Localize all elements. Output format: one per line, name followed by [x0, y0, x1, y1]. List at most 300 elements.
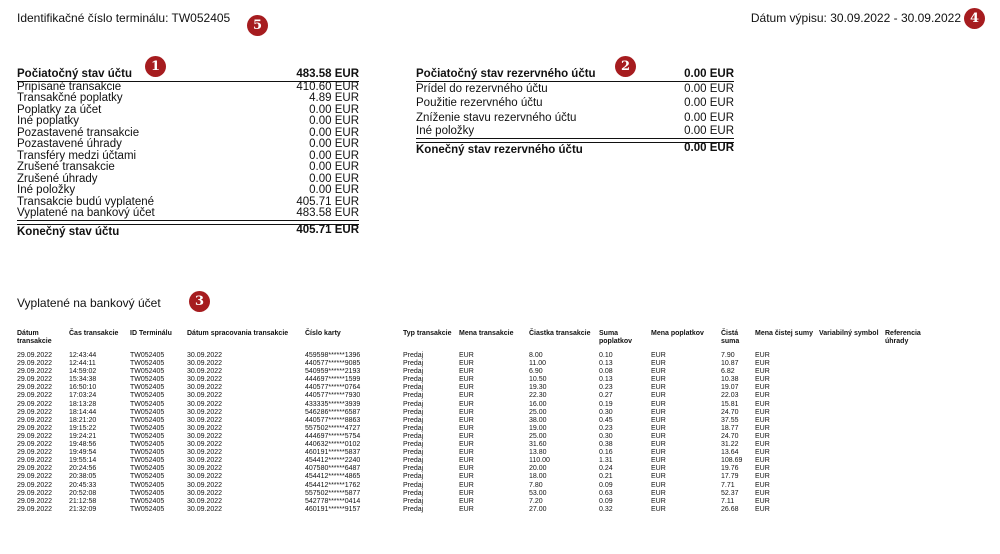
table-cell [819, 498, 885, 506]
table-cell: 454412******4865 [305, 473, 361, 481]
table-cell: EUR [459, 457, 474, 465]
table-cell: EUR [459, 384, 474, 392]
table-cell: EUR [651, 384, 666, 392]
table-cell: Predaj [403, 441, 424, 449]
table-cell [885, 506, 945, 514]
table-cell: EUR [651, 416, 666, 424]
table-cell: Predaj [403, 360, 424, 368]
table-cell: 30.09.2022 [187, 384, 223, 392]
table-cell: EUR [755, 465, 770, 473]
table-cell [819, 433, 885, 441]
row-value: 0.00 EUR [684, 111, 734, 124]
table-cell: 25.00 [529, 432, 547, 440]
table-cell: EUR [755, 352, 770, 359]
account-row [17, 208, 359, 221]
table-cell: 20:38:05 [69, 473, 97, 481]
row-value: 4.89 EUR [309, 92, 359, 104]
table-cell: 30.09.2022 [187, 352, 223, 359]
table-cell: 37.55 [721, 416, 739, 424]
table-cell: 18:13:28 [69, 400, 97, 408]
row-value: 405.71 EUR [296, 195, 359, 208]
table-cell: 454412******2240 [305, 457, 361, 465]
table-cell: Predaj [403, 481, 424, 489]
table-cell: EUR [651, 424, 666, 432]
table-cell: 14:59:02 [69, 368, 97, 376]
table-cell: 29.09.2022 [17, 505, 53, 513]
table-cell: EUR [459, 473, 474, 481]
column-header: Dátum transakcie [17, 330, 52, 345]
table-body [17, 352, 945, 514]
table-cell [819, 376, 885, 384]
table-cell: 0.30 [599, 408, 613, 416]
table-cell: 440577******9085 [305, 360, 361, 368]
table-cell: EUR [459, 400, 474, 408]
table-cell: 30.09.2022 [187, 360, 223, 368]
table-cell [819, 441, 885, 449]
row-label: Pripísané transakcie [17, 80, 122, 93]
table-cell: EUR [459, 376, 474, 384]
table-cell [885, 425, 945, 433]
table-cell: TW052405 [130, 376, 165, 384]
marker-4: 4 [964, 8, 985, 29]
row-value: 0.00 EUR [684, 97, 734, 109]
reserve-opening-label: Počiatočný stav rezervného účtu [416, 68, 596, 80]
table-cell [885, 409, 945, 417]
table-cell [819, 352, 885, 360]
account-final-value: 405.71 EUR [296, 223, 359, 236]
table-cell: Predaj [403, 392, 424, 400]
table-cell [819, 384, 885, 392]
row-label: Iné položky [17, 184, 76, 196]
table-cell: 20:52:08 [69, 489, 97, 497]
table-cell: 29.09.2022 [17, 497, 53, 505]
table-cell: 440577******0764 [305, 384, 361, 392]
table-cell [885, 482, 945, 490]
column-header: Referencia úhrady [885, 330, 921, 345]
table-cell: 0.38 [599, 441, 613, 449]
table-cell: 7.71 [721, 481, 735, 489]
table-cell: 0.09 [599, 497, 613, 505]
table-cell: EUR [755, 481, 770, 489]
table-cell: EUR [651, 400, 666, 408]
row-value: 410.60 EUR [296, 80, 359, 93]
table-cell: Predaj [403, 457, 424, 465]
table-cell: 407580******6487 [305, 465, 361, 473]
table-cell [819, 465, 885, 473]
table-cell: 540959******2193 [305, 368, 361, 376]
table-cell: 557502******5877 [305, 489, 361, 497]
table-cell: 7.11 [721, 497, 735, 505]
table-cell: 26.68 [721, 505, 739, 513]
table-cell [885, 465, 945, 473]
table-row [17, 449, 945, 457]
table-cell [819, 473, 885, 481]
table-cell: TW052405 [130, 465, 165, 473]
table-cell: 20:45:33 [69, 481, 97, 489]
table-cell: 0.21 [599, 473, 613, 481]
table-cell: 29.09.2022 [17, 424, 53, 432]
row-label: Poplatky za účet [17, 103, 102, 116]
table-cell: 24.70 [721, 432, 739, 440]
row-label: Použitie rezervného účtu [416, 97, 543, 109]
table-row [17, 473, 945, 481]
table-cell [885, 433, 945, 441]
table-cell: EUR [459, 416, 474, 424]
table-cell: EUR [459, 360, 474, 368]
reserve-final-value: 0.00 EUR [684, 142, 734, 154]
reserve-final-row [416, 142, 734, 157]
table-cell: EUR [651, 489, 666, 497]
table-cell: 30.09.2022 [187, 368, 223, 376]
table-row [17, 441, 945, 449]
table-row [17, 352, 945, 360]
table-row [17, 384, 945, 392]
table-cell: TW052405 [130, 481, 165, 489]
row-label: Iné poplatky [17, 115, 80, 127]
table-cell [885, 392, 945, 400]
table-cell: 30.09.2022 [187, 424, 223, 432]
row-label: Transakčné poplatky [17, 92, 123, 104]
table-cell: TW052405 [130, 505, 165, 513]
table-cell: 460191******9157 [305, 505, 361, 513]
table-cell: 30.09.2022 [187, 400, 223, 408]
payouts-title: Vyplatené na bankový účet [17, 296, 161, 310]
table-cell: TW052405 [130, 368, 165, 376]
table-row [17, 417, 945, 425]
table-row [17, 490, 945, 498]
table-cell: 29.09.2022 [17, 489, 53, 497]
reserve-row [416, 111, 734, 126]
table-cell: EUR [651, 352, 666, 359]
table-cell: 440577******8863 [305, 416, 361, 424]
table-cell: 16.00 [529, 400, 547, 408]
table-cell: 30.09.2022 [187, 449, 223, 457]
table-cell: 21:12:58 [69, 497, 97, 505]
terminal-id-label: Identifikačné číslo terminálu: TW052405 [17, 11, 231, 25]
table-cell: 12:44:11 [69, 360, 96, 368]
table-cell: Predaj [403, 400, 424, 408]
table-cell: Predaj [403, 465, 424, 473]
reserve-row [416, 82, 734, 97]
table-cell: 30.09.2022 [187, 465, 223, 473]
table-cell: 30.09.2022 [187, 416, 223, 424]
table-cell [819, 482, 885, 490]
table-cell: TW052405 [130, 432, 165, 440]
table-cell: EUR [755, 360, 770, 368]
table-row [17, 409, 945, 417]
table-cell: TW052405 [130, 392, 165, 400]
table-cell: 29.09.2022 [17, 384, 53, 392]
table-cell: 0.27 [599, 392, 613, 400]
row-label: Pozastavené úhrady [17, 138, 122, 150]
table-cell: 25.00 [529, 408, 547, 416]
table-cell [819, 457, 885, 465]
table-cell: EUR [755, 441, 770, 449]
table-row [17, 482, 945, 490]
table-cell: 557502******4727 [305, 424, 361, 432]
table-row [17, 376, 945, 384]
table-cell: 38.00 [529, 416, 547, 424]
table-cell: 433335******3939 [305, 400, 361, 408]
table-cell: 8.00 [529, 352, 543, 359]
table-cell: 0.63 [599, 489, 613, 497]
table-cell: EUR [459, 368, 474, 376]
table-cell [819, 449, 885, 457]
table-row [17, 368, 945, 376]
table-cell: EUR [459, 465, 474, 473]
table-cell: TW052405 [130, 360, 165, 368]
table-cell [885, 360, 945, 368]
reserve-row [416, 96, 734, 111]
reserve-summary [416, 69, 734, 157]
row-label: Iné položky [416, 125, 475, 137]
row-label: Transakcie budú vyplatené [17, 195, 155, 208]
table-cell: EUR [459, 352, 474, 359]
table-cell: 6.90 [529, 368, 543, 376]
table-cell: 1.31 [599, 457, 613, 465]
table-cell [885, 368, 945, 376]
table-cell [885, 490, 945, 498]
table-cell [819, 401, 885, 409]
table-cell [885, 449, 945, 457]
row-value: 0.00 EUR [309, 161, 359, 173]
row-value: 0.00 EUR [309, 115, 359, 127]
table-cell: TW052405 [130, 449, 165, 457]
column-header: Čistá suma [721, 330, 740, 345]
table-cell: EUR [755, 408, 770, 416]
table-cell: 29.09.2022 [17, 481, 53, 489]
table-cell: 6.82 [721, 368, 735, 376]
table-cell: EUR [651, 432, 666, 440]
table-cell: Predaj [403, 432, 424, 440]
table-cell: EUR [459, 424, 474, 432]
table-cell: 29.09.2022 [17, 360, 53, 368]
table-cell: 17.79 [721, 473, 739, 481]
table-cell: 52.37 [721, 489, 739, 497]
table-cell: EUR [755, 497, 770, 505]
table-cell: 19:24:21 [69, 432, 97, 440]
table-cell: Predaj [403, 376, 424, 384]
column-header: ID Terminálu [130, 330, 172, 337]
table-cell: 0.30 [599, 432, 613, 440]
account-summary [17, 69, 359, 238]
table-cell: 30.09.2022 [187, 392, 223, 400]
payouts-table [17, 330, 945, 514]
table-row [17, 498, 945, 506]
table-cell: 30.09.2022 [187, 408, 223, 416]
table-cell: EUR [755, 368, 770, 376]
table-cell: EUR [459, 481, 474, 489]
table-cell: 30.09.2022 [187, 505, 223, 513]
table-cell: 19:55:14 [69, 457, 97, 465]
row-value: 0.00 EUR [309, 126, 359, 139]
table-cell [885, 376, 945, 384]
table-cell: 18.00 [529, 473, 547, 481]
table-cell [885, 352, 945, 360]
table-cell: Predaj [403, 497, 424, 505]
table-cell: 454412******1762 [305, 481, 361, 489]
table-cell: Predaj [403, 424, 424, 432]
column-header: Typ transakcie [403, 330, 452, 337]
row-value: 0.00 EUR [309, 138, 359, 150]
table-cell: 29.09.2022 [17, 392, 53, 400]
table-cell: Predaj [403, 489, 424, 497]
table-row [17, 506, 945, 514]
table-cell: 29.09.2022 [17, 465, 53, 473]
column-header: Mena transakcie [459, 330, 514, 337]
table-cell: 53.00 [529, 489, 547, 497]
table-cell: 29.09.2022 [17, 432, 53, 440]
marker-5: 5 [247, 15, 268, 36]
table-cell: 460191******5837 [305, 449, 361, 457]
table-cell: 444697******5754 [305, 432, 361, 440]
row-value: 0.00 EUR [684, 125, 734, 137]
row-label: Zrušené úhrady [17, 172, 98, 185]
table-cell: TW052405 [130, 352, 165, 359]
table-cell: 18:21:20 [69, 416, 97, 424]
table-cell: 19.76 [721, 465, 739, 473]
table-cell: 12:43:44 [69, 352, 97, 359]
table-cell: 30.09.2022 [187, 376, 223, 384]
table-cell: EUR [651, 392, 666, 400]
table-cell: 440577******7930 [305, 392, 361, 400]
row-label: Transféry medzi účtami [17, 149, 137, 162]
table-cell: TW052405 [130, 400, 165, 408]
table-cell: EUR [755, 473, 770, 481]
table-cell: 31.22 [721, 441, 739, 449]
table-cell: Predaj [403, 416, 424, 424]
row-label: Prídel do rezervného účtu [416, 82, 548, 95]
table-cell [885, 441, 945, 449]
table-cell: 15.81 [721, 400, 739, 408]
table-row [17, 392, 945, 400]
table-cell: 10.87 [721, 360, 739, 368]
table-cell [819, 417, 885, 425]
column-header: Dátum spracovania transakcie [187, 330, 289, 337]
table-cell: 20.00 [529, 465, 547, 473]
table-cell: EUR [459, 432, 474, 440]
table-cell: 0.23 [599, 384, 613, 392]
table-cell: 29.09.2022 [17, 368, 53, 376]
row-label: Zrušené transakcie [17, 161, 115, 173]
table-row [17, 401, 945, 409]
table-cell: EUR [651, 505, 666, 513]
table-cell: 0.09 [599, 481, 613, 489]
table-cell: 546286******6587 [305, 408, 361, 416]
row-value: 0.00 EUR [684, 82, 734, 95]
table-cell: Predaj [403, 505, 424, 513]
table-cell: EUR [755, 416, 770, 424]
statement-date-label: Dátum výpisu: 30.09.2022 - 30.09.2022 [750, 11, 961, 25]
table-cell: EUR [459, 392, 474, 400]
row-label: Zníženie stavu rezervného účtu [416, 111, 577, 124]
table-cell: EUR [459, 505, 474, 513]
table-cell: 7.90 [721, 352, 735, 359]
table-cell: TW052405 [130, 416, 165, 424]
table-row [17, 465, 945, 473]
table-cell: 24.70 [721, 408, 739, 416]
table-cell [885, 384, 945, 392]
table-cell: 0.32 [599, 505, 613, 513]
table-cell: 30.09.2022 [187, 457, 223, 465]
column-header: Číslo karty [305, 330, 341, 337]
table-cell: 30.09.2022 [187, 432, 223, 440]
column-header: Variabilný symbol [819, 330, 879, 337]
table-cell: 7.80 [529, 481, 543, 489]
table-cell: TW052405 [130, 424, 165, 432]
row-value: 0.00 EUR [309, 103, 359, 116]
table-cell: 19.00 [529, 424, 547, 432]
table-cell: 0.45 [599, 416, 613, 424]
table-cell: 29.09.2022 [17, 473, 53, 481]
table-cell [819, 506, 885, 514]
table-cell: 18.77 [721, 424, 739, 432]
marker-1: 1 [145, 56, 166, 77]
table-cell: Predaj [403, 384, 424, 392]
table-cell: EUR [755, 489, 770, 497]
table-cell: 0.13 [599, 376, 613, 384]
table-cell: 10.38 [721, 376, 739, 384]
table-row [17, 360, 945, 368]
table-cell: 18:14:44 [69, 408, 97, 416]
reserve-opening-value: 0.00 EUR [684, 68, 734, 80]
column-header: Mena poplatkov [651, 330, 704, 337]
table-row [17, 457, 945, 465]
table-cell: EUR [651, 465, 666, 473]
account-final-row [17, 224, 359, 239]
table-cell: EUR [651, 457, 666, 465]
table-cell [819, 409, 885, 417]
table-cell: 15:34:38 [69, 376, 97, 384]
table-cell: 0.19 [599, 400, 613, 408]
table-cell: EUR [651, 360, 666, 368]
table-cell: 29.09.2022 [17, 416, 53, 424]
table-cell: 108.69 [721, 457, 743, 465]
table-cell: TW052405 [130, 441, 165, 449]
row-value: 0.00 EUR [309, 149, 359, 162]
table-cell: 22.03 [721, 392, 739, 400]
table-cell [819, 360, 885, 368]
table-row [17, 425, 945, 433]
account-opening-label: Počiatočný stav účtu [17, 68, 133, 80]
table-cell: Predaj [403, 368, 424, 376]
reserve-opening-row [416, 69, 734, 82]
table-cell: EUR [459, 497, 474, 505]
table-cell: 459598******1396 [305, 352, 361, 359]
table-cell: 110.00 [529, 457, 550, 465]
table-cell [819, 425, 885, 433]
reserve-row [416, 125, 734, 139]
table-cell: 30.09.2022 [187, 489, 223, 497]
column-header: Suma poplatkov [599, 330, 633, 345]
table-cell: EUR [651, 376, 666, 384]
account-final-label: Konečný stav účtu [17, 225, 120, 238]
table-cell: 542778******0414 [305, 497, 361, 505]
table-cell: EUR [459, 449, 474, 457]
table-cell: 30.09.2022 [187, 481, 223, 489]
table-row [17, 433, 945, 441]
marker-2: 2 [615, 56, 636, 77]
table-cell: 29.09.2022 [17, 400, 53, 408]
table-cell: TW052405 [130, 384, 165, 392]
table-cell [885, 457, 945, 465]
table-cell [885, 401, 945, 409]
table-cell: EUR [755, 505, 770, 513]
table-cell: 16:50:10 [69, 384, 97, 392]
table-cell: 29.09.2022 [17, 408, 53, 416]
table-cell [885, 498, 945, 506]
column-header: Čas transakcie [69, 330, 119, 337]
